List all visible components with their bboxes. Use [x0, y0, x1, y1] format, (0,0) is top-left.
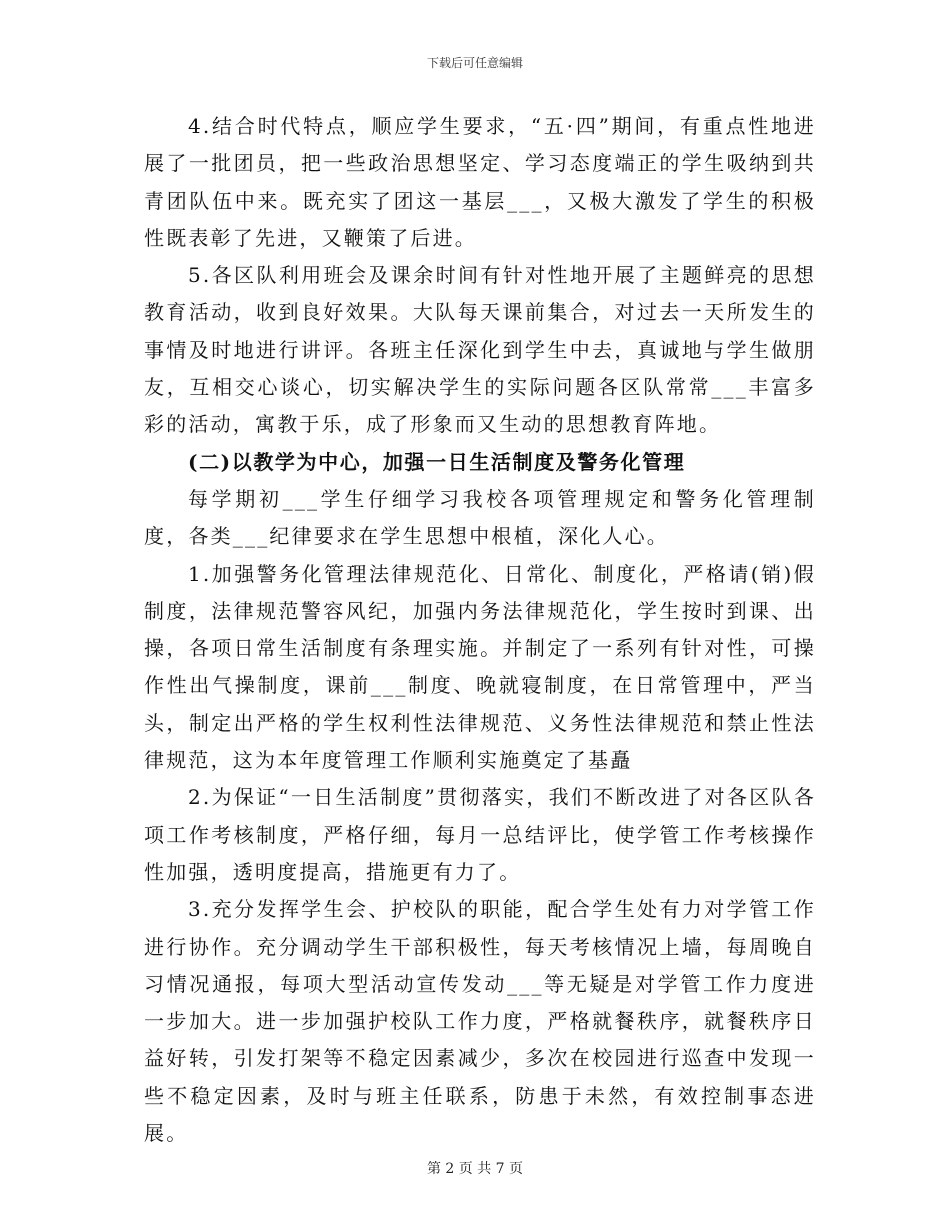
document-body	[144, 108, 816, 1152]
page-header: 下载后可任意编辑	[426, 56, 523, 70]
paragraph-item-2: 2.为保证“一日生活制度”贯彻落实，我们不断改进了对各区队各项工作考核制度，严格仔细，每月一总结评比，使学管工作考核操作性加强，透明度提高，措施更有力了。	[144, 785, 816, 884]
page-footer: 第 2 页 共 7 页	[426, 1161, 524, 1177]
section-heading: (二)以教学为中心，加强一日生活制度及警务化管理	[188, 449, 686, 474]
paragraph-intro: 每学期初___学生仔细学习我校各项管理规定和警务化管理制度，各类___纪律要求在学生思想中根植，深化人心。	[144, 486, 816, 549]
paragraph-item-5: 5.各区队利用班会及课余时间有针对性地开展了主题鲜亮的思想教育活动，收到良好效果。大队每天课前集合，对过去一天所发生的事情及时地进行讲评。各班主任深化到学生中去，真诚地与学生做朋友，互相交心谈心，切实解决学生的实际问题各区队常常___丰富多彩的活动，寓教于乐，成了形象而又生动的思想教育阵地。	[144, 263, 816, 437]
paragraph-item-3: 3.充分发挥学生会、护校队的职能，配合学生处有力对学管工作进行协作。充分调动学生干部积极性，每天考核情况上墙，每周晚自习情况通报，每项大型活动宣传发动___等无疑是对学管工作力度进一步加大。进一步加强护校队工作力度，严格就餐秩序，就餐秩序日益好转，引发打架等不稳定因素减少，多次在校园进行巡查中发现一些不稳定因素，及时与班主任联系，防患于未然，有效控制事态进展。	[144, 897, 816, 1146]
paragraph-item-1: 1.加强警务化管理法律规范化、日常化、制度化，严格请(销)假制度，法律规范警容风纪，加强内务法律规范化，学生按时到课、出操，各项日常生活制度有条理实施。并制定了一系列有针对性，可操作性出气操制度，课前___制度、晚就寝制度，在日常管理中，严当头，制定出严格的学生权利性法律规范、义务性法律规范和禁止性法律规范，这为本年度管理工作顺利实施奠定了基矗	[144, 561, 816, 773]
paragraph-item-4: 4.结合时代特点，顺应学生要求，“五·四”期间，有重点性地进展了一批团员，把一些政治思想坚定、学习态度端正的学生吸纳到共青团队伍中来。既充实了团这一基层___，又极大激发了学生的积极性既表彰了先进，又鞭策了后进。	[144, 114, 816, 250]
